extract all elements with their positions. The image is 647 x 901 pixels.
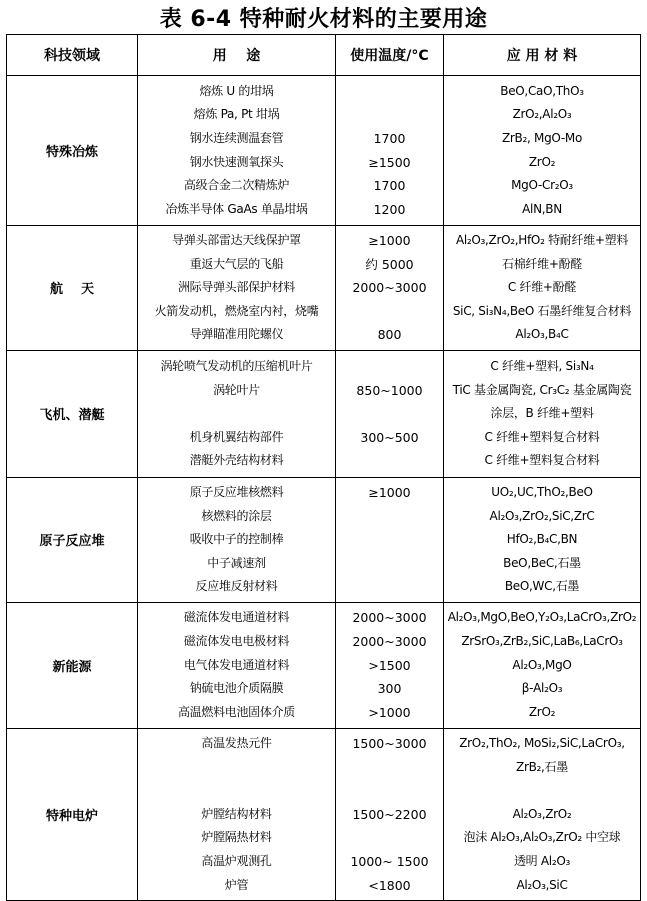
temp-line: ≥1000 (368, 233, 411, 248)
material-line: Al₂O₃,B₄C (515, 327, 569, 342)
material-line: HfO₂,B₄C,BN (506, 532, 578, 547)
material-line: ZrO₂,ThO₂, MoSi₂,SiC,LaCrO₃, (459, 735, 625, 750)
use-line: 冶炼半导体 GaAs 单晶坩埚 (165, 201, 308, 216)
material-line: 涂层，B 纤维+塑料 (490, 406, 594, 421)
material-line: ZrO₂ (528, 154, 556, 169)
use-line: 磁流体发电通道材料 (183, 610, 290, 625)
temp-line: 2000~3000 (352, 610, 427, 626)
use-line: 高温炉观测孔 (201, 853, 272, 868)
section-row (7, 728, 641, 900)
temp-cell (336, 477, 444, 602)
material-line: Al₂O₃,MgO,BeO,Y₂O₃,LaCrO₃,ZrO₂ (447, 610, 637, 625)
use-line: 涡轮叶片 (213, 382, 260, 397)
use-line: 核燃料的涂层 (201, 508, 272, 523)
temp-line (337, 779, 442, 803)
material-line: Al₂O₃,MgO (512, 657, 572, 672)
material-line: ZrB₂, MgO-Mo (501, 130, 582, 145)
section-row (7, 226, 641, 351)
section-domain: 特殊冶炼 (7, 76, 138, 226)
temp-line: 1700 (373, 130, 406, 146)
material-line: Al₂O₃,ZrO₂ (512, 806, 572, 821)
use-line (139, 756, 334, 780)
material-line: ZrB₂,石墨 (516, 759, 568, 774)
use-cell (138, 76, 336, 226)
material-line (445, 779, 639, 803)
temp-line: 800 (377, 327, 402, 343)
use-cell (138, 350, 336, 477)
temp-line: 1700 (373, 178, 406, 194)
header-use: 用 途 (138, 35, 336, 76)
table-title: 表 6-4 特种耐火材料的主要用途 (159, 7, 488, 32)
header-material: 应 用 材 料 (444, 35, 641, 76)
temp-line (337, 449, 442, 473)
refractory-uses-table (6, 34, 641, 901)
temp-line: <1800 (368, 877, 411, 893)
use-line: 原子反应堆核燃料 (189, 484, 284, 499)
temp-line: 1500~2200 (352, 806, 427, 822)
use-line: 反应堆反射材料 (195, 579, 278, 594)
header-temp: 使用温度/°C (336, 35, 444, 76)
temp-line: 1000~ 1500 (350, 853, 429, 869)
material-line: BeO,BeC,石墨 (503, 555, 581, 570)
material-cell (444, 76, 641, 226)
section-row (7, 602, 641, 728)
temp-line (337, 402, 442, 426)
section-domain: 原子反应堆 (7, 477, 138, 602)
header-row (7, 35, 641, 76)
material-line: SiC, Si₃N₄,BeO 石墨纤维复合材料 (452, 303, 632, 318)
section-row (7, 477, 641, 602)
material-line: AlN,BN (522, 201, 562, 216)
temp-line (337, 80, 442, 104)
use-line: 炉管 (224, 877, 249, 892)
temp-line: 2000~3000 (352, 280, 427, 296)
material-line: Al₂O₃,ZrO₂,HfO₂ 特耐纤维+塑料 (455, 233, 629, 247)
material-cell (444, 728, 641, 900)
use-line: 炉膛隔热材料 (201, 830, 272, 845)
section-domain: 航 天 (7, 226, 138, 351)
temp-line (337, 505, 442, 529)
use-line: 钢水快速测氧探头 (189, 154, 284, 169)
temp-line: >1500 (368, 657, 411, 673)
temp-line (337, 300, 442, 324)
temp-line: 1500~3000 (352, 735, 427, 751)
use-line: 钠硫电池介质隔膜 (189, 681, 284, 696)
use-line: 火箭发动机，燃烧室内衬，烧嘴 (154, 303, 319, 318)
material-line: 石棉纤维+酚醛 (502, 256, 582, 271)
material-line: C 纤维+塑料复合材料 (484, 429, 600, 444)
temp-line: 850~1000 (356, 382, 423, 398)
use-cell (138, 477, 336, 602)
header-field: 科技领域 (7, 35, 138, 76)
temp-cell (336, 728, 444, 900)
temp-line: 约 5000 (365, 256, 414, 272)
temp-line: ≥1000 (368, 484, 411, 500)
material-line: ZrO₂,Al₂O₃ (512, 107, 572, 122)
use-line: 潜艇外壳结构材料 (189, 453, 284, 468)
material-line: UO₂,UC,ThO₂,BeO (491, 484, 593, 499)
temp-line (337, 103, 442, 127)
section-domain: 飞机、潜艇 (7, 350, 138, 477)
use-line: 重返大气层的飞船 (189, 256, 284, 271)
material-line: 透明 Al₂O₃ (513, 853, 571, 868)
temp-line: 300 (377, 681, 402, 697)
temp-cell (336, 76, 444, 226)
use-line: 导弹头部雷达天线保护罩 (172, 233, 301, 247)
section-row (7, 350, 641, 477)
material-cell (444, 477, 641, 602)
temp-line (337, 575, 442, 599)
material-line: Al₂O₃,SiC (516, 877, 568, 892)
use-cell (138, 602, 336, 728)
use-line: 高温燃料电池固体介质 (177, 704, 295, 719)
use-line: 磁流体发电电极材料 (183, 634, 290, 649)
material-line: 泡沫 Al₂O₃,Al₂O₃,ZrO₂ 中空球 (463, 830, 621, 845)
temp-cell (336, 226, 444, 351)
use-line: 电气体发电通道材料 (183, 657, 290, 672)
temp-line (337, 826, 442, 850)
material-line: MgO-Cr₂O₃ (511, 178, 573, 193)
temp-line (337, 756, 442, 780)
use-line: 高温发热元件 (201, 735, 272, 750)
use-line (139, 779, 334, 803)
section-domain: 特种电炉 (7, 728, 138, 900)
temp-cell (336, 602, 444, 728)
use-cell (138, 226, 336, 351)
material-cell (444, 226, 641, 351)
temp-line (337, 355, 442, 379)
material-line: ZrO₂ (528, 704, 556, 719)
use-line: 高级合金二次精炼炉 (183, 178, 290, 193)
use-line: 涡轮喷气发动机的压缩机叶片 (160, 358, 313, 373)
material-line: BeO,WC,石墨 (504, 579, 580, 594)
use-line: 钢水连续测温套管 (189, 130, 284, 145)
material-line: TiC 基金属陶瓷, Cr₃C₂ 基金属陶瓷 (452, 382, 632, 397)
temp-line: 300~500 (360, 429, 419, 445)
use-line: 中子减速剂 (207, 555, 266, 570)
temp-line: 1200 (373, 201, 406, 217)
temp-line: 2000~3000 (352, 634, 427, 650)
section-domain: 新能源 (7, 602, 138, 728)
use-line: 导弹瞄准用陀螺仪 (189, 327, 284, 342)
use-line: 炉膛结构材料 (201, 806, 272, 821)
section-row (7, 76, 641, 226)
use-line (139, 402, 334, 426)
material-line: C 纤维+塑料复合材料 (484, 453, 600, 468)
material-line: β-Al₂O₃ (521, 681, 563, 696)
temp-line (337, 528, 442, 552)
material-line: BeO,CaO,ThO₃ (500, 83, 584, 98)
use-line: 吸收中子的控制棒 (189, 532, 284, 547)
material-cell (444, 602, 641, 728)
material-line: C 纤维+塑料, Si₃N₄ (490, 358, 594, 373)
material-line: ZrSrO₃,ZrB₂,SiC,LaB₆,LaCrO₃ (461, 634, 623, 649)
temp-cell (336, 350, 444, 477)
material-line: C 纤维+酚醛 (507, 280, 577, 295)
material-cell (444, 350, 641, 477)
use-line: 洲际导弹头部保护材料 (177, 280, 295, 295)
temp-line: >1000 (368, 704, 411, 720)
use-line: 熔炼 Pa, Pt 坩埚 (193, 107, 280, 122)
temp-line: ≥1500 (368, 154, 411, 170)
use-line: 熔炼 U 的坩埚 (199, 83, 274, 98)
use-cell (138, 728, 336, 900)
use-line: 机身机翼结构部件 (189, 429, 284, 444)
temp-line (337, 552, 442, 576)
material-line: Al₂O₃,ZrO₂,SiC,ZrC (489, 508, 595, 523)
